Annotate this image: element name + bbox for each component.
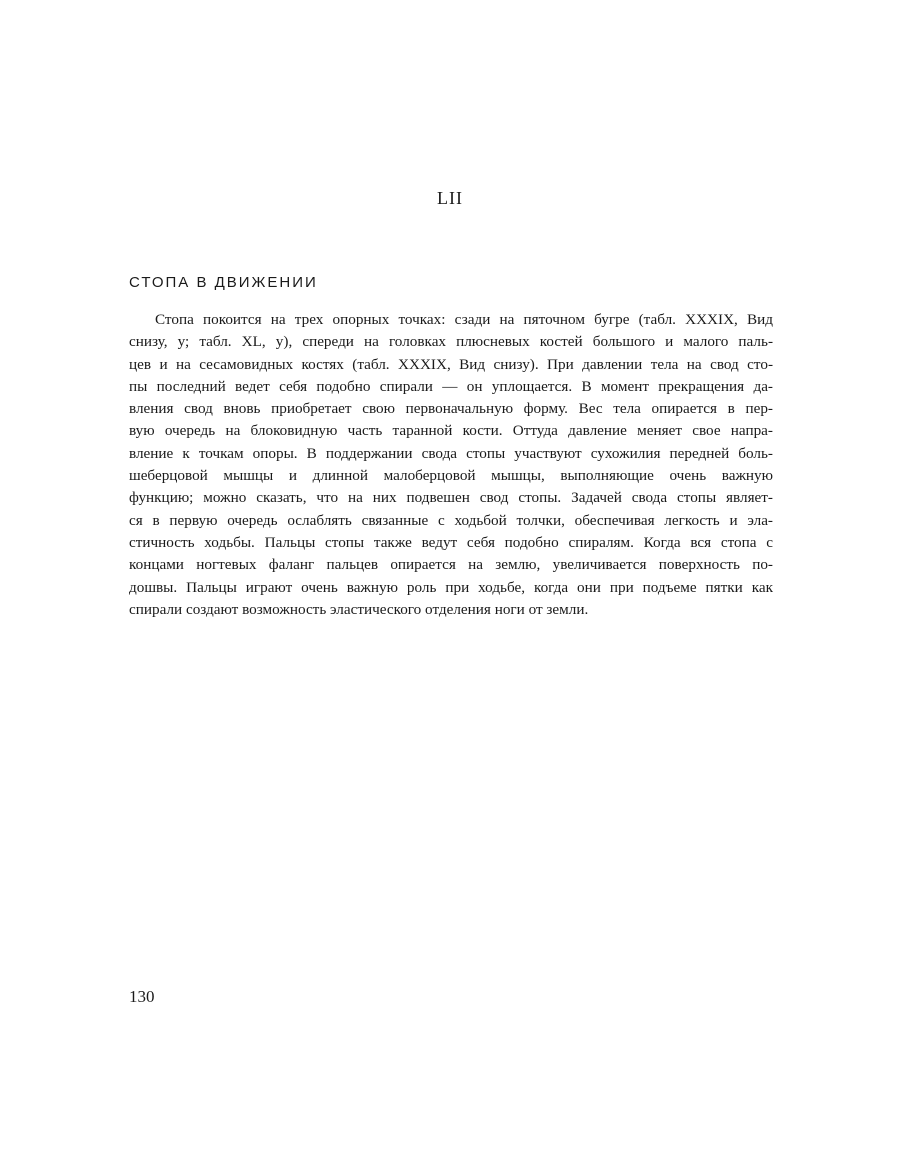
paragraph-line: концами ногтевых фаланг пальцев опирается на землю, увеличивается поверхность по- — [129, 556, 773, 574]
paragraph-line: вления свод вновь приобретает свою первоначальную форму. Вес тела опирается в пер- — [129, 400, 773, 418]
paragraph-line: шеберцовой мышцы и длинной малоберцовой мышцы, выполняющие очень важную — [129, 467, 773, 485]
paragraph-line: пы последний ведет себя подобно спирали — он уплощается. В момент прекращения да- — [129, 377, 773, 395]
page-number: 130 — [129, 987, 155, 1006]
section-title: СТОПА В ДВИЖЕНИИ — [129, 274, 318, 291]
paragraph-line: вую очередь на блоковидную часть таранной кости. Оттуда давление меняет свое напра- — [129, 422, 773, 440]
paragraph-line: стичность ходьбы. Пальцы стопы также ведут себя подобно спиралям. Когда вся стопа с — [129, 533, 773, 551]
paragraph-line: Стопа покоится на трех опорных точках: сзади на пяточном бугре (табл. XXXIX, Вид — [155, 311, 773, 328]
paragraph-line: функцию; можно сказать, что на них подвешен свод стопы. Задачей свода стопы являет- — [129, 489, 773, 507]
chapter-number: LII — [437, 188, 463, 208]
body-paragraph — [129, 309, 773, 621]
paragraph-line: цев и на сесамовидных костях (табл. XXXIX, Вид снизу). При давлении тела на свод сто- — [129, 355, 773, 373]
paragraph-line: дошвы. Пальцы играют очень важную роль при ходьбе, когда они при подъеме пятки как — [129, 578, 773, 596]
paragraph-line: ся в первую очередь ослаблять связанные с ходьбой толчки, обеспечивая легкость и эла- — [129, 511, 773, 529]
paragraph-line: спирали создают возможность эластического отделения ноги от земли. — [129, 600, 589, 618]
paragraph-line: вление к точкам опоры. В поддержании свода стопы участвуют сухожилия передней боль- — [129, 444, 773, 462]
paragraph-line: снизу, у; табл. XL, у), спереди на головках плюсневых костей большого и малого паль- — [129, 333, 773, 351]
